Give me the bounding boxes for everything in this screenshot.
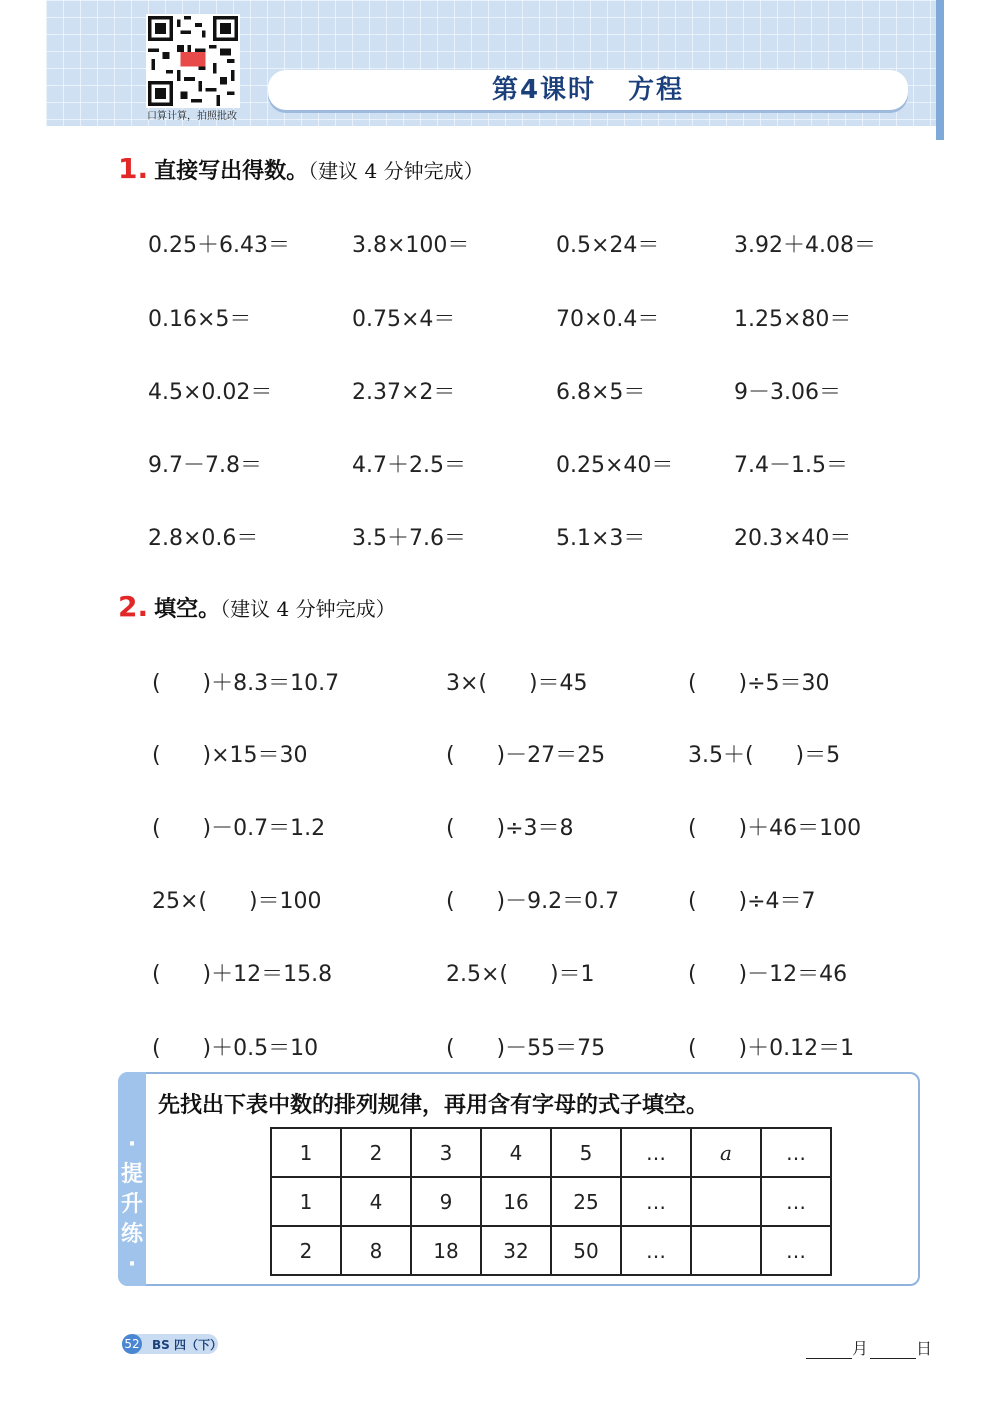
fill-blank-problem[interactable]: ( )÷5＝30 [688,671,830,696]
fill-blank-problem[interactable]: 25×( )＝100 [152,889,322,914]
calc-problem: 3.5＋7.6＝ [352,526,466,551]
fill-row [0,957,992,987]
calc-problem: 3.8×100＝ [352,233,470,258]
month-label: 月 [852,1339,869,1358]
calc-problem: 6.8×5＝ [556,380,646,405]
calc-row [0,521,992,551]
table-cell: … [621,1177,691,1226]
fill-blank-problem[interactable]: 2.5×( )＝1 [446,962,595,987]
calc-problem: 4.5×0.02＝ [148,380,273,405]
section-1-heading [118,152,484,185]
table-cell: 9 [411,1177,481,1226]
table-cell-blank[interactable] [691,1226,761,1275]
page-number: 52 [122,1334,142,1354]
lesson-title-bar [268,70,908,110]
table-cell: 5 [551,1128,621,1177]
fill-blank-problem[interactable]: ( )÷3＝8 [446,816,574,841]
calc-problem: 5.1×3＝ [556,526,646,551]
calc-problem: 0.75×4＝ [352,307,456,332]
table-cell: 8 [341,1226,411,1275]
qr-caption: 口算计算，拍照批改 [147,111,237,122]
fill-blank-problem[interactable]: ( )－12＝46 [688,962,848,987]
calc-row [0,375,992,405]
table-cell: 1 [271,1177,341,1226]
calc-row [0,448,992,478]
pattern-table [270,1127,832,1276]
page-title [268,70,908,110]
fill-blank-problem[interactable]: ( )－0.7＝1.2 [152,816,326,841]
calc-row [0,302,992,332]
fill-blank-problem[interactable]: 3×( )＝45 [446,671,588,696]
calc-row [0,228,992,258]
calc-problem: 2.8×0.6＝ [148,526,259,551]
fill-blank-problem[interactable]: 3.5＋( )＝5 [688,743,841,768]
calc-problem: 0.25＋6.43＝ [148,233,290,258]
table-cell-blank[interactable] [691,1177,761,1226]
day-label: 日 [916,1339,933,1358]
table-cell-variable: a [691,1128,761,1177]
fill-blank-problem[interactable]: ( )＋8.3＝10.7 [152,671,340,696]
fill-row [0,811,992,841]
table-cell: 16 [481,1177,551,1226]
table-cell: 32 [481,1226,551,1275]
section-2-note: （建议 4 分钟完成） [220,597,396,621]
fill-row [0,666,992,696]
table-cell: 18 [411,1226,481,1275]
fill-blank-problem[interactable]: ( )÷4＝7 [688,889,816,914]
table-cell: 4 [341,1177,411,1226]
table-cell: 2 [341,1128,411,1177]
calc-problem: 0.16×5＝ [148,307,252,332]
table-cell: 3 [411,1128,481,1177]
fill-blank-problem[interactable]: ( )＋46＝100 [688,816,862,841]
calc-problem: 20.3×40＝ [734,526,852,551]
table-row [271,1226,831,1275]
qr-code-icon[interactable] [146,14,240,108]
section-1-number: 1. [118,152,149,185]
month-blank[interactable] [806,1344,852,1359]
grade-label: BS 四（下） [152,1338,222,1352]
table-cell: 1 [271,1128,341,1177]
table-cell: 50 [551,1226,621,1275]
fill-blank-problem[interactable]: ( )＋0.12＝1 [688,1036,855,1061]
lesson-topic: 方程 [628,75,685,105]
calc-problem: 4.7＋2.5＝ [352,453,466,478]
section-1-title: 直接写出得数。 [154,159,309,184]
table-cell: … [761,1128,831,1177]
extension-title: 先找出下表中数的排列规律，再用含有字母的式子填空。 [158,1093,709,1118]
section-2-number: 2. [118,590,149,623]
table-cell: 2 [271,1226,341,1275]
calc-problem: 2.37×2＝ [352,380,456,405]
calc-problem: 1.25×80＝ [734,307,852,332]
fill-blank-problem[interactable]: ( )－9.2＝0.7 [446,889,620,914]
calc-problem: 0.5×24＝ [556,233,660,258]
date-month [806,1336,868,1359]
fill-blank-problem[interactable]: ( )－27＝25 [446,743,606,768]
fill-blank-problem[interactable]: ( )＋12＝15.8 [152,962,333,987]
extension-tab-label: ·提升练· [120,1132,143,1277]
fill-blank-problem[interactable]: ( )－55＝75 [446,1036,606,1061]
table-cell: … [761,1177,831,1226]
section-2-heading [118,590,396,623]
table-cell: … [761,1226,831,1275]
date-day [870,1336,932,1359]
calc-problem: 0.25×40＝ [556,453,674,478]
fill-blank-problem[interactable]: ( )×15＝30 [152,743,308,768]
fill-blank-problem[interactable]: ( )＋0.5＝10 [152,1036,319,1061]
lesson-number: 第4课时 [491,75,597,105]
table-cell: … [621,1226,691,1275]
fill-row [0,738,992,768]
section-2-title: 填空。 [154,597,221,622]
calc-problem: 9.7－7.8＝ [148,453,262,478]
table-cell: 4 [481,1128,551,1177]
calc-problem: 7.4－1.5＝ [734,453,848,478]
calc-problem: 3.92＋4.08＝ [734,233,876,258]
table-cell: 25 [551,1177,621,1226]
fill-row [0,884,992,914]
header-edge [936,0,944,140]
day-blank[interactable] [870,1344,916,1359]
table-row [271,1177,831,1226]
calc-problem: 9－3.06＝ [734,380,841,405]
table-cell: … [621,1128,691,1177]
calc-problem: 70×0.4＝ [556,307,660,332]
fill-row [0,1031,992,1061]
table-row [271,1128,831,1177]
section-1-note: （建议 4 分钟完成） [308,159,484,183]
